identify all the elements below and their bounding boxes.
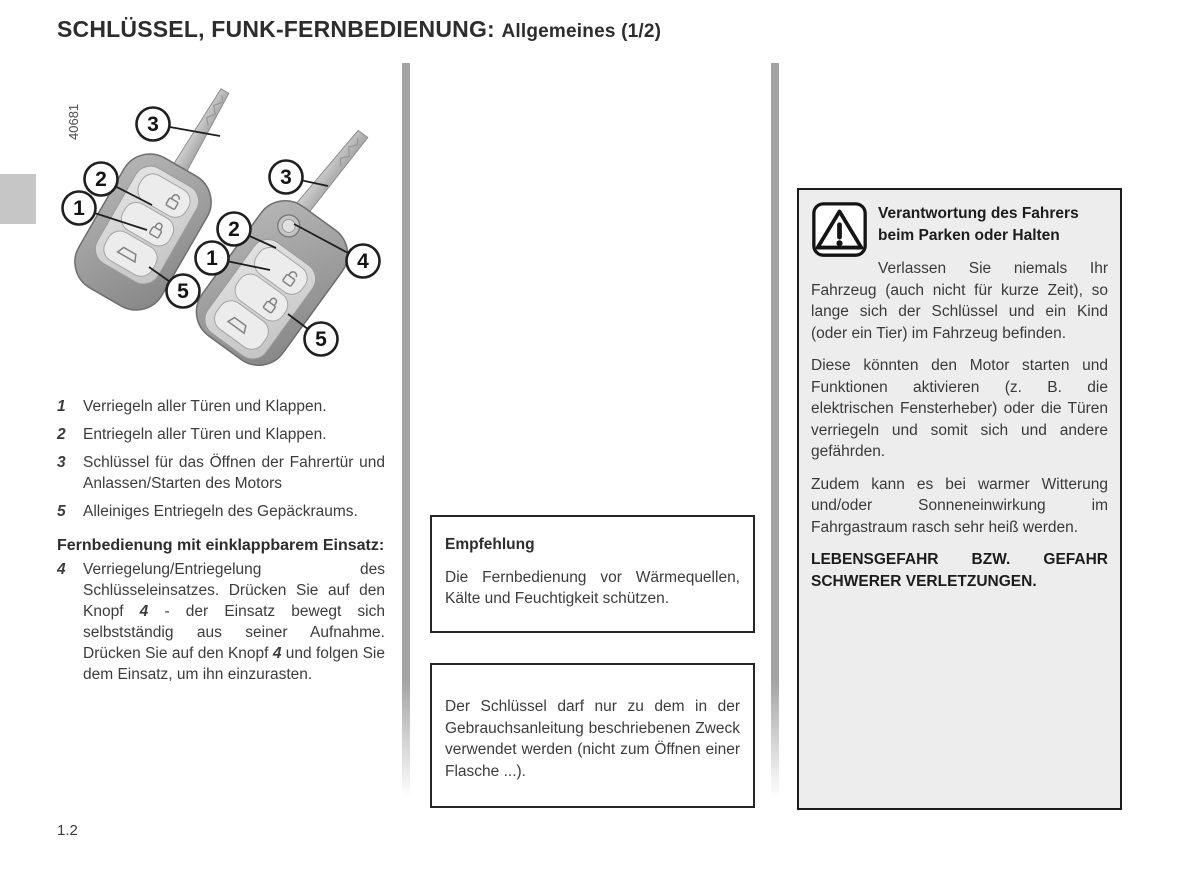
page-number: 1.2 — [57, 822, 78, 839]
callout-right-3: 3 — [280, 166, 292, 189]
page-title — [57, 16, 661, 43]
warning-paragraph: Verlassen Sie niemals Ihr Fahrzeug (auch nicht für kurze Zeit), so lange sich der Schlüssel und ein Kind (oder ein Tier) im Fahrzeug befinden. — [811, 260, 1108, 342]
legend-item-number: 1 — [57, 398, 66, 415]
callout-left-1: 1 — [73, 197, 85, 220]
item4-text-part: Verriegelung/Entriegelung des Schlüsseleinsatzes. Drücken Sie auf den Knopf — [83, 561, 385, 620]
figure-legend — [57, 396, 385, 692]
legend-item-text: Alleiniges Entriegeln des Gepäckraums. — [83, 503, 358, 520]
legend-item-text: Schlüssel für das Öffnen der Fahrertür und Anlassen/Starten des Motors — [83, 454, 385, 492]
warning-paragraph: Zudem kann es bei warmer Witterung und/oder Sonneneinwirkung im Fahrgastraum rasch sehr heiß werden. — [811, 475, 1108, 536]
callout-left-3: 3 — [147, 113, 159, 136]
legend-item-text: Entriegeln aller Türen und Klappen. — [83, 426, 327, 443]
legend-item-text — [83, 559, 385, 685]
key-figure — [57, 62, 383, 385]
legend-item-2 — [57, 424, 385, 445]
page-title-main: SCHLÜSSEL, FUNK-FERNBEDIENUNG: — [57, 16, 495, 42]
warning-emphasis: LEBENSGEFAHR BZW. GEFAHR SCHWERER VERLETZUNGEN. — [811, 551, 1108, 590]
legend-item-number: 3 — [57, 454, 66, 471]
legend-item-number: 5 — [57, 503, 66, 520]
item4-text-part: - der Einsatz bewegt sich selbstständig aus seiner Aufnahme. Drücken Sie auf den Knopf — [83, 603, 385, 662]
recommendation-title: Empfehlung — [445, 536, 535, 553]
callout-left-2: 2 — [95, 168, 107, 191]
item4-button-ref: 4 — [139, 603, 149, 620]
legend-item-5 — [57, 501, 385, 522]
callout-right-5: 5 — [315, 328, 327, 351]
item4-button-ref: 4 — [272, 645, 282, 662]
legend-item-number: 2 — [57, 426, 66, 443]
recommendation-box — [430, 515, 755, 633]
legend-item-text: Verriegeln aller Türen und Klappen. — [83, 398, 327, 415]
section-edge-tab — [0, 174, 36, 224]
column-divider-right — [771, 63, 779, 797]
warning-triangle-icon — [811, 201, 868, 258]
legend-item-3 — [57, 452, 385, 494]
warning-box — [797, 188, 1122, 810]
legend-item-1 — [57, 396, 385, 417]
legend-subheading: Fernbedienung mit einklappbarem Einsatz: — [57, 537, 385, 554]
warning-title: Verantwortung des Fahrers beim Parken oder Halten — [878, 205, 1079, 244]
recommendation-text: Die Fernbedienung vor Wärmequellen, Kälte und Feuchtigkeit schützen. — [445, 568, 740, 607]
legend-item-number: 4 — [57, 561, 66, 578]
usage-note-text: Der Schlüssel darf nur zu dem in der Gebrauchsanleitung beschriebenen Zweck verwendet werden (nicht zum Öffnen einer Flasche ...). — [445, 698, 740, 780]
callout-right-1: 1 — [206, 247, 218, 270]
figure-image-number: 40681 — [66, 103, 81, 140]
page-title-sub: Allgemeines (1/2) — [501, 21, 662, 42]
usage-note-box — [430, 663, 755, 808]
legend-item-4 — [57, 559, 385, 685]
key-remote-illustration — [57, 62, 383, 385]
callout-right-4: 4 — [357, 250, 369, 273]
callout-right-2: 2 — [228, 218, 240, 241]
callout-left-5: 5 — [177, 280, 189, 303]
warning-paragraph: Diese könnten den Motor starten und Funktionen aktivieren (z. B. die elektrischen Fensterheber) oder die Türen verriegeln und somit sich und andere gefährden. — [811, 357, 1108, 460]
item4-text-part: und folgen Sie dem Einsatz, um ihn einzurasten. — [83, 645, 385, 683]
column-divider-left — [402, 63, 410, 797]
